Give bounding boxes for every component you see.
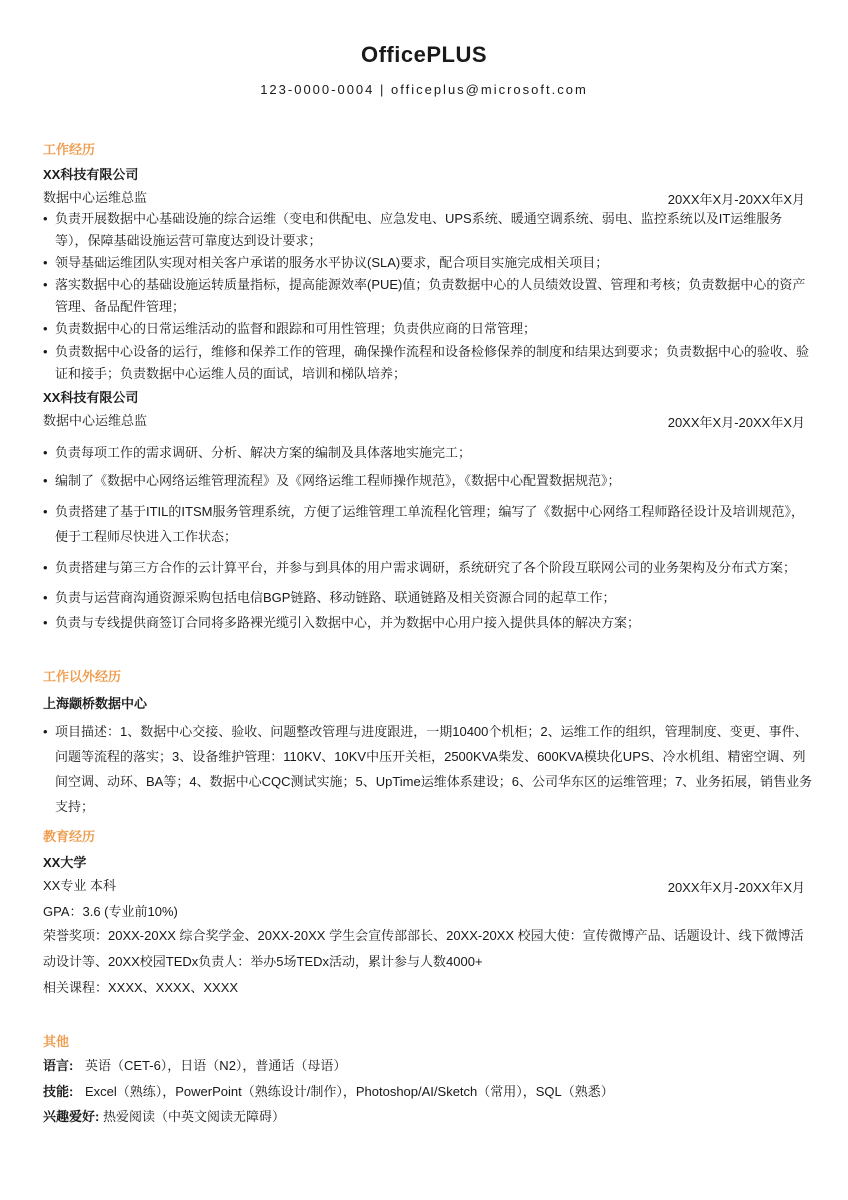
honors: 荣誉奖项：20XX-20XX 综合奖学金、20XX-20XX 学生会宣传部部长、20XX-20XX 校园大使：宣传微博产品、话题设计、线下微博活动设计等、20XX校园TEDx负责人：举办5场TEDx活动，累计参与人数4000+	[43, 928, 804, 969]
languages	[43, 1057, 805, 1075]
skills-label: 技能:	[43, 1084, 74, 1099]
job-bullet: • 领导基础运维团队实现对相关客户承诺的服务水平协议(SLA)要求，配合项目实施完成相关项目；	[43, 252, 813, 274]
hobbies	[43, 1108, 805, 1126]
job-bullet: • 编制了《数据中心网络运维管理流程》及《网络运维工程师操作规范》，《数据中心配置数据规范》；	[43, 468, 813, 493]
section-title-work: 工作经历	[43, 142, 96, 157]
job-bullet: • 负责数据中心设备的运行，维修和保养工作的管理，确保操作流程和设备检修保养的制度和结果达到要求；负责数据中心的验收、验证和接手；负责数据中心运维人员的面试，培训和梯队培养；	[43, 341, 813, 385]
languages-label: 语言:	[43, 1058, 74, 1073]
job-role: 数据中心运维总监	[43, 413, 148, 428]
job-bullet: • 负责数据中心的日常运维活动的监督和跟踪和可用性管理；负责供应商的日常管理；	[43, 318, 813, 340]
skills	[43, 1083, 805, 1101]
job-role: 数据中心运维总监	[43, 190, 148, 205]
project-description: • 项目描述：1、数据中心交接、验收、问题整改管理与进度跟进，一期10400个机柜；2、运维工作的组织，管理制度、变更、事件、问题等流程的落实；3、设备维护管理：110KV、10KV中压开关柜，2500KVA柴发、600KVA模块化UPS、冷水机组、精密空调、列间空调、动环、BA等；4、数据中心CQC测试实施；5、UpTime运维体系建设；6、公司华东区的运维管理；7、业务拓展，销售业务支持；	[43, 719, 813, 819]
education-date: 20XX年X月-20XX年X月	[667, 880, 805, 895]
languages-value: 英语（CET-6），日语（N2），普通话（母语）	[84, 1058, 347, 1073]
hobbies-label: 兴趣爱好:	[43, 1109, 100, 1124]
job-bullet: • 负责与运营商沟通资源采购包括电信BGP链路、移动链路、联通链路及相关资源合同的起草工作；	[43, 585, 813, 610]
section-title-other: 其他	[43, 1034, 70, 1049]
section-title-education: 教育经历	[43, 829, 96, 844]
company-name: XX科技有限公司	[43, 390, 139, 405]
org-name: 上海颛桥数据中心	[43, 696, 148, 711]
job-bullet: • 负责搭建了基于ITIL的ITSM服务管理系统，方便了运维管理工单流程化管理；编写了《数据中心网络工程师路径设计及培训规范》，便于工程师尽快进入工作状态；	[43, 499, 813, 549]
gpa: GPA：3.6 (专业前10%)	[43, 904, 178, 919]
section-title-outside: 工作以外经历	[43, 669, 122, 684]
job-bullet: • 负责每项工作的需求调研、分析、解决方案的编制及具体落地实施完工；	[43, 440, 813, 465]
job-bullet: • 负责与专线提供商签订合同将多路裸光缆引入数据中心，并为数据中心用户接入提供具体的解决方案；	[43, 610, 813, 635]
courses: 相关课程：XXXX、XXXX、XXXX	[43, 980, 239, 995]
job-bullet: • 落实数据中心的基础设施运转质量指标，提高能源效率(PUE)值；负责数据中心的人员绩效设置、管理和考核；负责数据中心的资产管理、备品配件管理；	[43, 274, 813, 318]
school-name: XX大学	[43, 855, 87, 870]
skills-value: Excel（熟练），PowerPoint（熟练设计/制作），Photoshop/AI/Sketch（常用），SQL（熟悉）	[84, 1084, 614, 1099]
candidate-name: OfficePLUS	[360, 42, 488, 67]
job-date: 20XX年X月-20XX年X月	[667, 415, 805, 430]
job-date: 20XX年X月-20XX年X月	[667, 192, 805, 207]
job-bullet: • 负责搭建与第三方合作的云计算平台，并参与到具体的用户需求调研，系统研究了各个阶段互联网公司的业务架构及分布式方案；	[43, 555, 813, 580]
job-bullet: • 负责开展数据中心基础设施的综合运维（变电和供配电、应急发电、UPS系统、暖通空调系统、弱电、监控系统以及IT运维服务等），保障基础设施运营可靠度达到设计要求；	[43, 208, 813, 252]
major-degree: XX专业 本科	[43, 878, 116, 893]
hobbies-value: 热爱阅读（中英文阅读无障碍）	[102, 1109, 285, 1124]
company-name: XX科技有限公司	[43, 167, 139, 182]
contact-line: 123-0000-0004 | officeplus@microsoft.com	[260, 82, 588, 97]
